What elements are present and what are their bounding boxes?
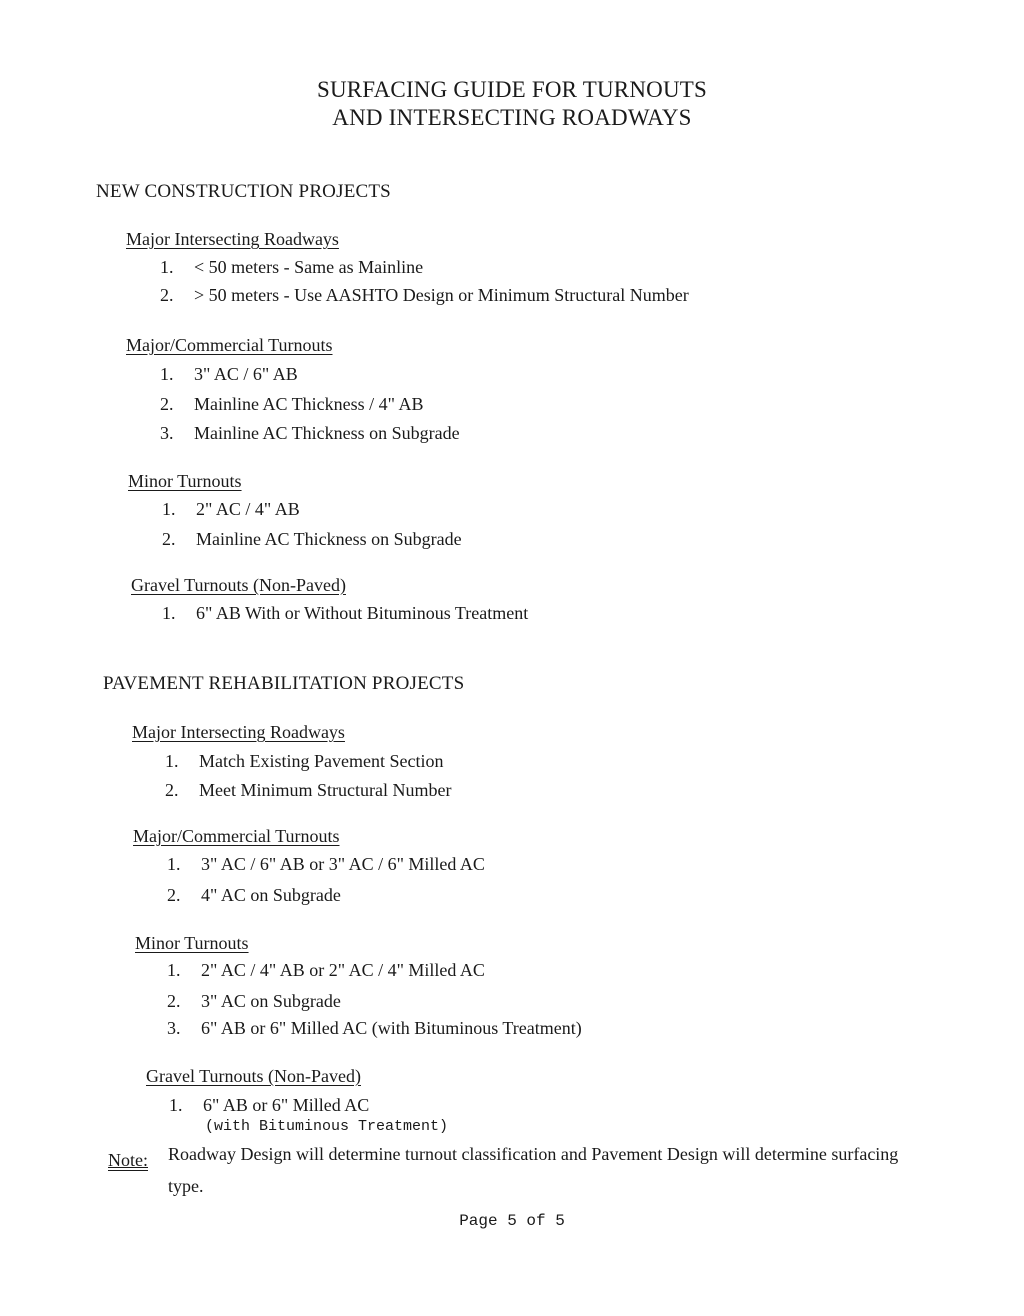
subheading-major-commercial-turnouts: Major/Commercial Turnouts — [126, 335, 333, 355]
list-item: 2. Mainline AC Thickness / 4" AB — [160, 394, 424, 414]
title-line-2: AND INTERSECTING ROADWAYS — [332, 105, 692, 130]
document-title — [0, 76, 1024, 132]
list-item: 1. 2" AC / 4" AB or 2" AC / 4" Milled AC — [167, 960, 485, 980]
list-item: 3. 6" AB or 6" Milled AC (with Bituminous Treatment) — [167, 1018, 582, 1038]
list-item: 2. > 50 meters - Use AASHTO Design or Minimum Structural Number — [160, 285, 689, 305]
list-item: 1. 3" AC / 6" AB or 3" AC / 6" Milled AC — [167, 854, 485, 874]
note-label: Note: — [108, 1150, 148, 1170]
section-heading-new-construction: NEW CONSTRUCTION PROJECTS — [96, 181, 391, 202]
list-item: 1. 6" AB or 6" Milled AC — [169, 1095, 370, 1115]
list-item: 1. 6" AB With or Without Bituminous Treatment — [162, 603, 529, 623]
section-heading-pavement-rehabilitation: PAVEMENT REHABILITATION PROJECTS — [103, 673, 465, 694]
subheading-minor-turnouts: Minor Turnouts — [135, 933, 249, 953]
title-line-1: SURFACING GUIDE FOR TURNOUTS — [316, 77, 708, 102]
list-item: 1. 3" AC / 6" AB — [160, 364, 298, 384]
page-number: Page 5 of 5 — [459, 1212, 565, 1230]
subheading-minor-turnouts: Minor Turnouts — [128, 471, 242, 491]
list-item: 1. < 50 meters - Same as Mainline — [160, 257, 424, 277]
list-item: 1. Match Existing Pavement Section — [165, 751, 444, 771]
list-item: 2. 4" AC on Subgrade — [167, 885, 341, 905]
subheading-gravel-turnouts: Gravel Turnouts (Non-Paved) — [146, 1066, 361, 1086]
list-item: 2. Meet Minimum Structural Number — [165, 780, 452, 800]
list-item-note: (with Bituminous Treatment) — [205, 1118, 449, 1135]
subheading-major-intersecting-roadways: Major Intersecting Roadways — [126, 229, 339, 249]
list-item: 1. 2" AC / 4" AB — [162, 499, 300, 519]
note-text: Roadway Design will determine turnout classification and Pavement Design will determine surfacing type. — [168, 1144, 899, 1196]
list-item: 2. Mainline AC Thickness on Subgrade — [162, 529, 462, 549]
list-item: 2. 3" AC on Subgrade — [167, 991, 341, 1011]
subheading-major-intersecting-roadways: Major Intersecting Roadways — [132, 722, 345, 742]
subheading-gravel-turnouts: Gravel Turnouts (Non-Paved) — [131, 575, 346, 595]
list-item: 3. Mainline AC Thickness on Subgrade — [160, 423, 460, 443]
subheading-major-commercial-turnouts: Major/Commercial Turnouts — [133, 826, 340, 846]
